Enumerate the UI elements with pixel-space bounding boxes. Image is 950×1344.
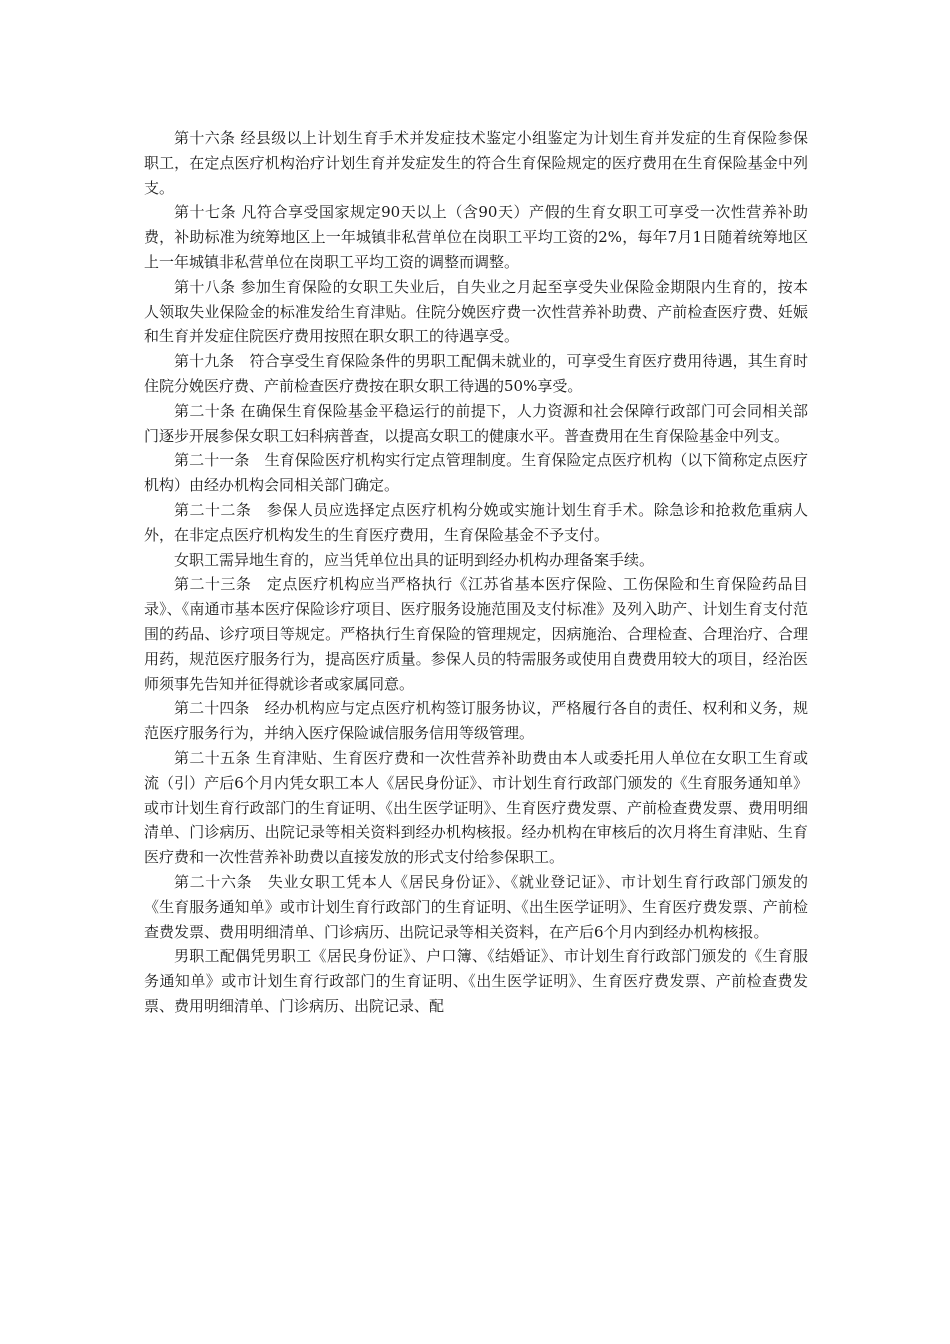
article-26-paragraph: 第二十六条 失业女职工凭本人《居民身份证》、《就业登记证》、市计划生育行政部门颁发的《生育服务通知单》或市计划生育行政部门的生育证明、《出生医学证明》、生育医疗费发票、产前检查费发票、费用明细清单、门诊病历、出院记录等相关资料，在产后6个月内到经办机构核报。 bbox=[144, 872, 808, 941]
article-20-paragraph: 第二十条 在确保生育保险基金平稳运行的前提下，人力资源和社会保障行政部门可会同相关部门逐步开展参保女职工妇科病普查，以提高女职工的健康水平。普查费用在生育保险基金中列支。 bbox=[144, 401, 808, 445]
article-25-paragraph: 第二十五条 生育津贴、生育医疗费和一次性营养补助费由本人或委托用人单位在女职工生育或流（引）产后6个月内凭女职工本人《居民身份证》、市计划生育行政部门颁发的《生育服务通知单》或市计划生育行政部门的生育证明、《出生医学证明》、生育医疗费发票、产前检查费发票、费用明细清单、门诊病历、出院记录等相关资料到经办机构核报。经办机构在审核后的次月将生育津贴、生育医疗费和一次性营养补助费以直接发放的形式支付给参保职工。 bbox=[144, 748, 808, 867]
article-17-paragraph: 第十七条 凡符合享受国家规定90天以上（含90天）产假的生育女职工可享受一次性营养补助费，补助标准为统筹地区上一年城镇非私营单位在岗职工平均工资的2%，每年7月1日随着统筹地区上一年城镇非私营单位在岗职工平均工资的调整而调整。 bbox=[144, 203, 808, 271]
article-22-clause-2-paragraph: 女职工需异地生育的，应当凭单位出具的证明到经办机构办理备案手续。 bbox=[174, 550, 655, 569]
article-16-paragraph: 第十六条 经县级以上计划生育手术并发症技术鉴定小组鉴定为计划生育并发症的生育保险参保职工，在定点医疗机构治疗计划生育并发症发生的符合生育保险规定的医疗费用在生育保险基金中列支。 bbox=[144, 129, 808, 197]
article-24-paragraph: 第二十四条 经办机构应与定点医疗机构签订服务协议，严格履行各自的责任、权利和义务，规范医疗服务行为，并纳入医疗保险诚信服务信用等级管理。 bbox=[144, 699, 808, 743]
article-19-paragraph: 第十九条 符合享受生育保险条件的男职工配偶未就业的，可享受生育医疗费用待遇，其生育时住院分娩医疗费、产前检查医疗费按在职女职工待遇的50%享受。 bbox=[144, 352, 808, 395]
article-18-paragraph: 第十八条 参加生育保险的女职工失业后，自失业之月起至享受失业保险金期限内生育的，按本人领取失业保险金的标准发给生育津贴。住院分娩医疗费一次性营养补助费、产前检查医疗费、妊娠和生育并发症住院医疗费用按照在职女职工的待遇享受。 bbox=[144, 277, 808, 346]
document-body bbox=[144, 126, 808, 1019]
article-26-clause-2-paragraph: 男职工配偶凭男职工《居民身份证》、户口簿、《结婚证》、市计划生育行政部门颁发的《生育服务通知单》或市计划生育行政部门的生育证明、《出生医学证明》、生育医疗费发票、产前检查费发票、费用明细清单、门诊病历、出院记录、配 bbox=[144, 947, 808, 1015]
article-22-paragraph: 第二十二条 参保人员应选择定点医疗机构分娩或实施计划生育手术。除急诊和抢救危重病人外，在非定点医疗机构发生的生育医疗费用，生育保险基金不予支付。 bbox=[144, 500, 808, 544]
article-21-paragraph: 第二十一条 生育保险医疗机构实行定点管理制度。生育保险定点医疗机构（以下简称定点医疗机构）由经办机构会同相关部门确定。 bbox=[144, 451, 808, 495]
article-23-paragraph: 第二十三条 定点医疗机构应当严格执行《江苏省基本医疗保险、工伤保险和生育保险药品目录》、《南通市基本医疗保险诊疗项目、医疗服务设施范围及支付标准》及列入助产、计划生育支付范围的药品、诊疗项目等规定。严格执行生育保险的管理规定，因病施治、合理检查、合理治疗、合理用药，规范医疗服务行为，提高医疗质量。参保人员的特需服务或使用自费费用较大的项目，经治医师须事先告知并征得就诊者或家属同意。 bbox=[144, 575, 808, 693]
